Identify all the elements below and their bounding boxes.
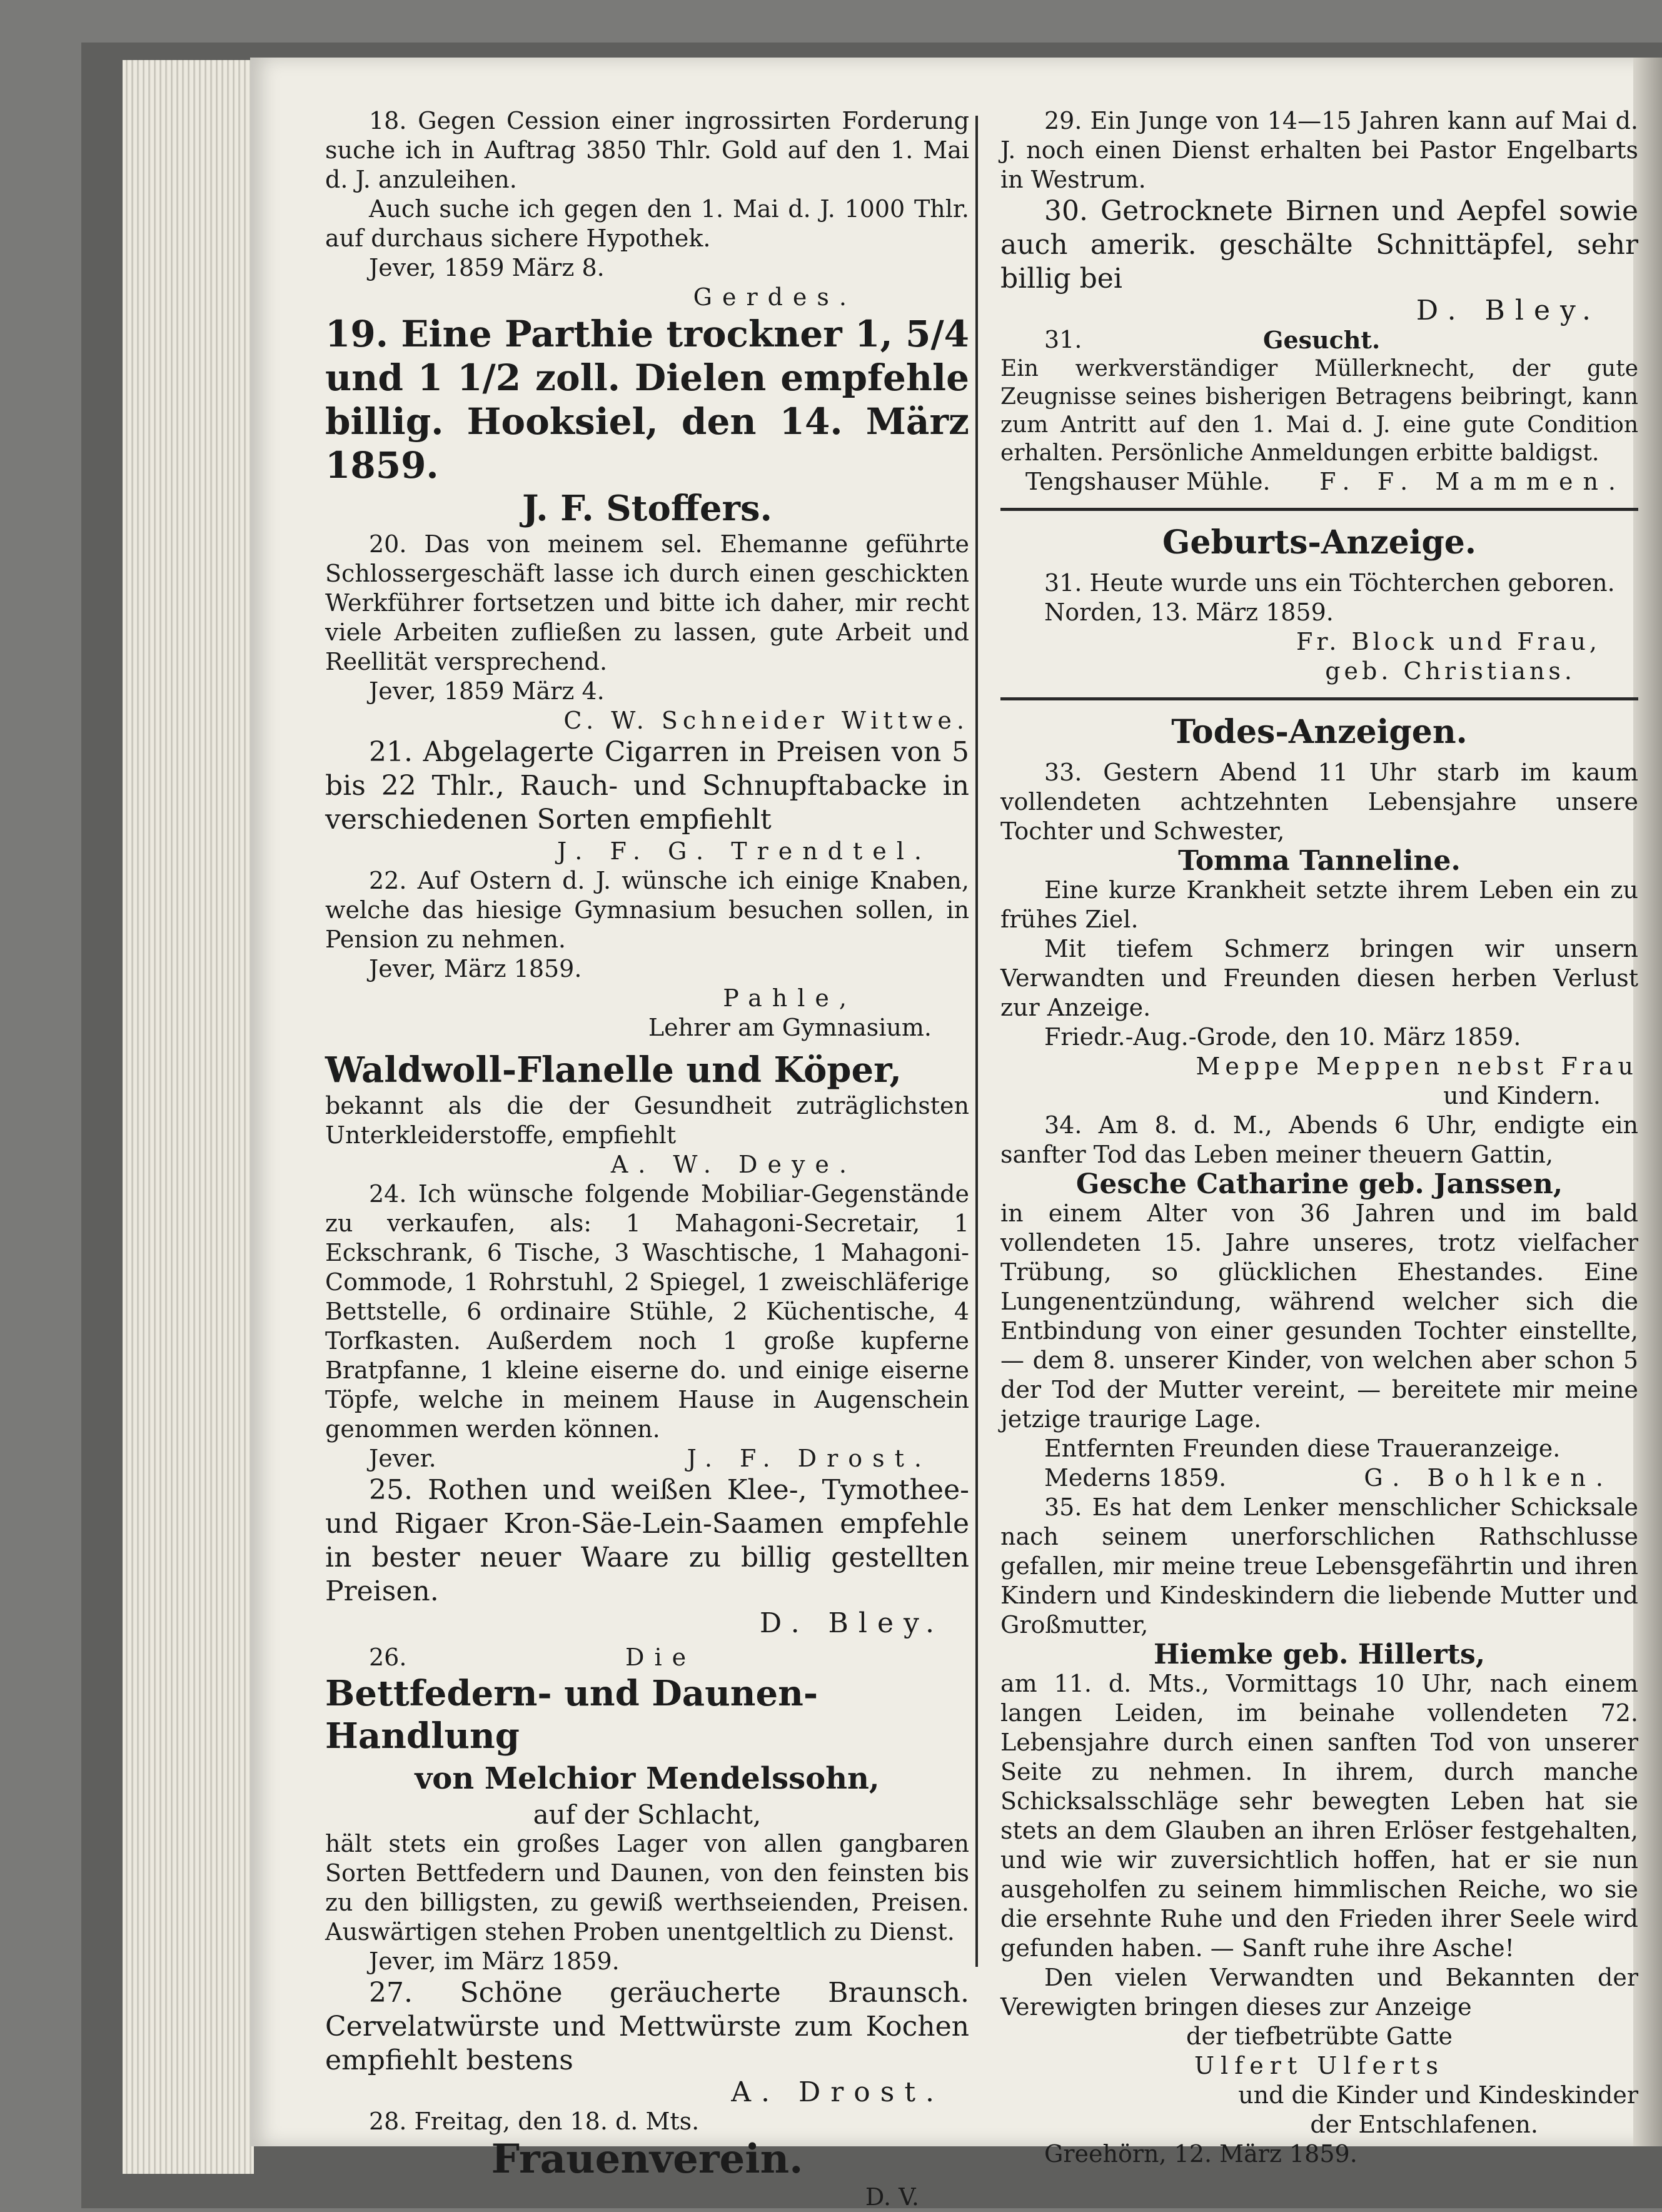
death-33-signature-2: und Kindern. (1443, 1082, 1601, 1109)
ad-31-heading: Gesucht. (1263, 326, 1381, 354)
death-35-signature-3: und die Kinder und Kindeskinder (1238, 2081, 1638, 2109)
ad-31-signature: F. F. Mammen. (1319, 468, 1626, 495)
ad-24-place: Jever. (369, 1445, 436, 1472)
death-33: 33. Gestern Abend 11 Uhr starb im kaum vollendeten achtzehnten Lebensjahre unsere Tochter und Schwester, (1000, 759, 1638, 845)
death-35-signature-4: der Entschlafenen. (1310, 2111, 1538, 2138)
ad-19: 19. Eine Parthie trockner 1, 5/4 und 1 1/2 zoll. Dielen empfehle billig. Hooksiel, den 14. März 1859. (325, 313, 969, 487)
death-33-c: Mit tiefem Schmerz bringen wir unsern Verwandten und Freunden diesen herben Verlust zur Anzeige. (1000, 935, 1638, 1021)
ad-28-signature: D. V. (865, 2183, 919, 2211)
ad-26: hält stets ein großes Lager von allen gangbaren Sorten Bettfedern und Daunen, von den feinsten bis zu den billigsten, zu gewiß werthseienden, Preisen. Auswärtigen stehen Proben unentgeltlich zu Dienst. (325, 1830, 969, 1946)
ad-26-title-2: von Melchior Mendelssohn, (415, 1761, 880, 1796)
death-34-signature: G. Bohlken. (1364, 1464, 1613, 1492)
death-35-name: Hiemke geb. Hillerts, (1153, 1639, 1486, 1670)
ad-26-number: 26. (369, 1644, 407, 1671)
right-column (1000, 106, 1638, 2169)
ad-23-title: Waldwoll-Flanelle und Köper, (325, 1049, 902, 1091)
ad-28: 28. Freitag, den 18. d. Mts. (369, 2108, 700, 2135)
death-33-signature: Meppe Meppen nebst Frau (1196, 1053, 1638, 1080)
ad-25: 25. Rothen und weißen Klee-, Tymothee- und Rigaer Kron-Säe-Lein-Saamen empfehle in bester neuer Waare zu billig gestellten Preisen. (325, 1474, 969, 1607)
ad-26-title: Bettfedern- und Daunen-Handlung (325, 1673, 818, 1757)
ad-20: 20. Das von meinem sel. Ehemanne geführte Schlossergeschäft lasse ich durch einen geschickten Werkführer fortsetzen und bitte ich daher, mir recht viele Arbeiten zufließen zu lassen, gute Arbeit und Reellität versprechend. (325, 530, 969, 675)
ad-26-subtitle: auf der Schlacht, (533, 1799, 762, 1830)
death-35-signature: der tiefbetrübte Gatte (1186, 2023, 1453, 2050)
death-heading: Todes-Anzeigen. (1171, 713, 1468, 751)
death-35: 35. Es hat dem Lenker menschlicher Schicksale nach seinem unerforschlichen Rathschlusse gefallen, mir meine treue Lebensgefährtin und ihren Kindern und Kindeskindern die liebende Mutter und Großmutter, (1000, 1493, 1638, 1639)
ad-31-place: Tengshauser Mühle. (1025, 468, 1271, 495)
ad-29: 29. Ein Junge von 14—15 Jahren kann auf Mai d. J. noch einen Dienst erhalten bei Pastor Engelbarts in Westrum. (1000, 107, 1638, 193)
ad-26-place: Jever, im März 1859. (369, 1947, 620, 1975)
ad-25-signature: D. Bley. (759, 1607, 944, 1639)
page-edges (123, 60, 254, 2174)
ad-22-signature-title: Lehrer am Gymnasium. (648, 1014, 932, 1041)
ad-20-place: Jever, 1859 März 4. (369, 677, 605, 705)
ad-27: 27. Schöne geräucherte Braunsch. Cervelatwürste und Mettwürste zum Kochen empfiehlt bestens (325, 1977, 969, 2076)
rule-birth (1000, 508, 1638, 511)
birth-31: 31. Heute wurde uns ein Töchterchen geboren. (1044, 569, 1615, 597)
death-34-name: Gesche Catharine geb. Janssen, (1075, 1168, 1563, 1200)
ad-24-signature: J. F. Drost. (687, 1445, 932, 1472)
death-34: 34. Am 8. d. M., Abends 6 Uhr, endigte ein sanfter Tod das Leben meiner theuern Gattin, (1000, 1111, 1638, 1168)
ad-31: Ein werkverständiger Müllerknecht, der gute Zeugnisse seines bisherigen Betragens beibringt, kann zum Antritt auf den 1. Mai d. J. eine gute Condition erhalten. Persönliche Anmeldungen erbitte baldigst. (1000, 356, 1638, 466)
death-35-c: Den vielen Verwandten und Bekannten der Verewigten bringen dieses zur Anzeige (1000, 1964, 1638, 2021)
ad-24: 24. Ich wünsche folgende Mobiliar-Gegenstände zu verkaufen, als: 1 Mahagoni-Secretair, 1 Eckschrank, 6 Tische, 3 Waschtische, 1 Mahagoni-Commode, 1 Rohrstuhl, 2 Spiegel, 1 zweischläferige Bettstelle, 6 ordinaire Stühle, 2 Küchentische, 4 Torfkasten. Außerdem noch 1 große kupferne Bratpfanne, 1 kleine eiserne do. und einige eiserne Töpfe, welche in meinem Hause in Augenschein genommen werden können. (325, 1180, 969, 1443)
birth-31-place: Norden, 13. März 1859. (1044, 598, 1334, 626)
ad-26-die: Die (625, 1644, 697, 1671)
column-divider (975, 116, 978, 1967)
ad-21-signature: J. F. G. Trendtel. (557, 837, 932, 865)
ad-27-signature: A. Drost. (731, 2076, 944, 2108)
ad-23: bekannt als die der Gesundheit zuträglichsten Unterkleiderstoffe, empfiehlt (325, 1092, 969, 1149)
ad-22: 22. Auf Ostern d. J. wünsche ich einige Knaben, welche das hiesige Gymnasium besuchen sollen, in Pension zu nehmen. (325, 867, 969, 953)
ad-18-b: Auch suche ich gegen den 1. Mai d. J. 1000 Thlr. auf durchaus sichere Hypothek. (325, 195, 969, 252)
left-column (325, 106, 969, 2212)
birth-31-signature-2: geb. Christians. (1325, 657, 1576, 685)
birth-31-signature: Fr. Block und Frau, (1296, 628, 1601, 655)
death-35-signature-2: Ulfert Ulferts (1194, 2052, 1444, 2079)
death-33-b: Eine kurze Krankheit setzte ihrem Leben ein zu frühes Ziel. (1000, 876, 1638, 933)
ad-18-signature: Gerdes. (693, 283, 857, 311)
ad-23-signature: A. W. Deye. (610, 1151, 857, 1178)
death-35-place: Greehörn, 12. März 1859. (1044, 2140, 1357, 2168)
death-34-b: in einem Alter von 36 Jahren und im bald vollendeten 15. Jahre unseres, trotz vielfacher Trübung, so glücklichen Ehestandes. Eine Lungenentzündung, während welcher sich die Entbindung von einer gesunden Tochter einstellte, — dem 8. unserer Kinder, von welchen aber schon 5 der Tod der Mutter vereint, — bereitete mir meine jetzige traurige Lage. (1000, 1199, 1638, 1433)
death-33-name: Tomma Tanneline. (1178, 845, 1461, 877)
ad-30: 30. Getrocknete Birnen und Aepfel sowie auch amerik. geschälte Schnittäpfel, sehr billig bei (1000, 195, 1638, 295)
ad-22-signature: Pahle, (723, 984, 857, 1012)
ad-21: 21. Abgelagerte Cigarren in Preisen von 5 bis 22 Thlr., Rauch- und Schnupftabacke in verschiedenen Sorten empfiehlt (325, 736, 969, 836)
death-35-b: am 11. d. Mts., Vormittags 10 Uhr, nach einem langen Leiden, im beinahe vollendeten 72. Lebensjahre durch einen sanften Tod von unserer Seite zu nehmen. In ihrem, durch manche Schicksalsschläge sehr bewegten Leben hat sie stets an dem Glauben an ihren Erlöser festgehalten, und wie wir zuversichtlich hoffen, hat er sie nun ausgeholfen zu seinem himmlischen Reiche, wo sie die ersehnte Ruhe und den Frieden ihrer Seele wird gefunden haben. — Sanft ruhe ihre Asche! (1000, 1670, 1638, 1962)
ad-18: 18. Gegen Cession einer ingrossirten Forderung suche ich in Auftrag 3850 Thlr. Gold auf den 1. Mai d. J. anzuleihen. (325, 107, 969, 193)
death-34-place: Mederns 1859. (1044, 1464, 1227, 1492)
ad-28-title: Frauenverein. (491, 2136, 803, 2183)
ad-31-number: 31. (1044, 326, 1082, 353)
death-34-c: Entfernten Freunden diese Traueranzeige. (1044, 1435, 1561, 1462)
birth-heading: Geburts-Anzeige. (1162, 523, 1476, 562)
ad-22-place: Jever, März 1859. (369, 955, 582, 982)
ad-18-place: Jever, 1859 März 8. (369, 254, 605, 281)
ad-30-signature: D. Bley. (1416, 295, 1601, 326)
death-33-place: Friedr.-Aug.-Grode, den 10. März 1859. (1044, 1023, 1521, 1051)
ad-20-signature: C. W. Schneider Wittwe. (563, 707, 969, 734)
rule-death (1000, 697, 1638, 700)
ad-19-signature: J. F. Stoffers. (521, 488, 773, 529)
